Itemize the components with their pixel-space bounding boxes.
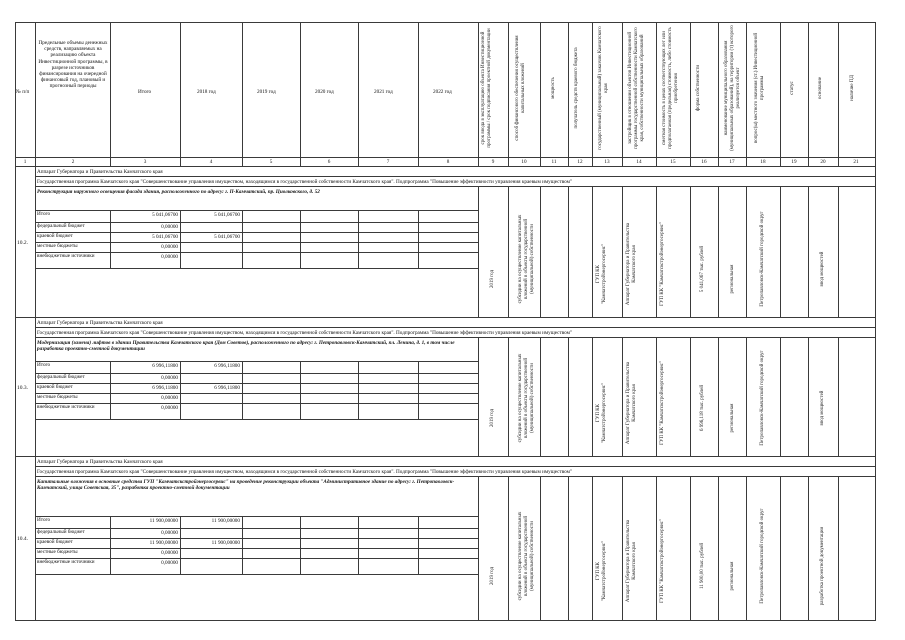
funding-label: местные бюджеты — [37, 394, 78, 400]
rule — [780, 476, 781, 620]
developer: ГУП КК "Камчатскстройэнергосервис" — [660, 361, 665, 445]
funding-total: 0,00000 — [161, 550, 178, 556]
funding-label: краевой бюджет — [37, 384, 73, 390]
rule — [808, 476, 809, 620]
col-number: 21 — [853, 159, 859, 165]
rule — [35, 186, 876, 187]
municipality: Петропавловск-Камчатский городской округ — [760, 350, 765, 446]
col-number: 10 — [521, 159, 527, 165]
rule — [656, 476, 657, 620]
section-customer: Аппарат Губернатора и Правительства Камчатского края — [37, 320, 163, 326]
header-recipient: получатель средств краевого бюджета — [574, 47, 579, 129]
rule — [35, 252, 478, 253]
rule — [35, 268, 478, 269]
rule — [780, 186, 781, 317]
row-number: 10.2. — [17, 239, 28, 246]
funding-total: 0,00000 — [161, 375, 178, 381]
rule — [838, 22, 839, 167]
col-number: 16 — [701, 159, 707, 165]
rule — [35, 337, 876, 338]
rule — [780, 22, 781, 167]
rule — [300, 361, 301, 419]
ownership-form: региональная — [730, 403, 735, 433]
rule — [718, 337, 719, 456]
rule — [35, 232, 478, 233]
rule — [718, 186, 719, 317]
funding-total: 0,00000 — [161, 244, 178, 250]
rule — [592, 476, 593, 620]
rule — [508, 476, 509, 620]
col-number: 14 — [636, 159, 642, 165]
rule — [690, 337, 691, 456]
rule — [508, 186, 509, 317]
rule — [592, 337, 593, 456]
rule — [780, 337, 781, 456]
funding-label: краевой бюджет — [37, 539, 73, 545]
funding-label: федеральный бюджет — [37, 374, 85, 380]
ownership-form: региональная — [730, 561, 735, 591]
rule — [35, 393, 478, 394]
rule — [35, 516, 478, 517]
rule — [180, 22, 181, 167]
estimate-cost: 6 996,118 тыс. рублей — [700, 385, 705, 432]
rule — [690, 22, 691, 167]
rule — [478, 186, 479, 317]
rule — [418, 22, 419, 167]
funding-label: Итого — [37, 517, 51, 523]
funding-label: Итого — [37, 211, 51, 217]
header-design-docs: наличие ПД — [850, 75, 855, 101]
header-commissioning: срок ввода в эксплуатацию объекта Инвестиционной программы / срок подписания проектной документации — [481, 28, 492, 148]
section-customer: Аппарат Губернатора и Правительства Камчатского края — [37, 459, 163, 465]
rule — [15, 22, 16, 621]
rule — [478, 337, 479, 456]
rule — [35, 222, 478, 223]
header-estimate: сметная стоимость в ценах соответствующих лет или предполагаемая (предельная) стоимость, либо стоимость приобретения — [662, 27, 679, 149]
section-program: Государственная программа Камчатского края "Совершенствование управления имуществом, находящимся в государственной собственности Камчатского края". Подпрограмма "Повышение эффективности управления краевым имуществом" — [37, 179, 573, 185]
funding-label: внебюджетные источники — [37, 253, 95, 259]
rule — [242, 22, 243, 167]
header-2021: 2021 год — [374, 89, 393, 95]
rule — [35, 22, 36, 621]
rule — [110, 516, 111, 574]
rule — [568, 186, 569, 317]
rule — [358, 361, 359, 419]
funding-label: внебюджетные источники — [37, 559, 95, 565]
rule — [35, 242, 478, 243]
rule — [508, 337, 509, 456]
rule — [358, 210, 359, 268]
rule — [35, 403, 478, 404]
developer: ГУП КК "Камчатскстройэнергосервис" — [660, 519, 665, 603]
rule — [540, 22, 541, 167]
finance-method: субсидии на осуществление капитальных вложений в объекты государственной (муниципальной) собственности — [518, 353, 535, 443]
rule — [180, 516, 181, 574]
header-limits: Предельные объемы денежных средств, направляемых на реализацию объекта Инвестиционной программы, в разрезе источников финансирования на очередной финансовый год, плановый и прогнозный периоды — [38, 40, 108, 90]
col-number: 17 — [729, 159, 735, 165]
row-number: 10.4. — [17, 536, 28, 542]
municipality: Петропавловск-Камчатский городской округ — [760, 508, 765, 604]
rule — [622, 186, 623, 317]
state-customer: Аппарат Губернатора и Правительства Камчатского края — [626, 361, 637, 445]
rule — [656, 337, 657, 456]
rule — [358, 516, 359, 574]
rule — [746, 476, 747, 620]
rule — [875, 22, 876, 621]
funding-total: 6 996,11800 — [152, 385, 178, 391]
funding-label: краевой бюджет — [37, 233, 73, 239]
recipient: ГУП КК "Камчатстройэнергосервис" — [596, 382, 607, 444]
funding-total: 11 900,00000 — [149, 540, 178, 546]
header-2022: 2022 год — [433, 89, 452, 95]
section-program: Государственная программа Камчатского края "Совершенствование управления имуществом, находящимся в государственной собственности Камчатского края". Подпрограмма "Повышение эффективности управления краевым имуществом" — [37, 469, 573, 475]
recipient: ГУП КК "Камчатстройэнергосервис" — [596, 243, 607, 305]
rule — [622, 22, 623, 167]
header-municipality: наименование муниципального образования (муниципальных образований), на территории (т) которого реализуется объект — [724, 25, 741, 151]
rule — [746, 22, 747, 167]
rule — [838, 337, 839, 456]
funding-label: Итого — [37, 362, 51, 368]
rule — [35, 361, 478, 362]
rule — [418, 210, 419, 268]
rule — [592, 186, 593, 317]
rule — [478, 476, 479, 620]
header-finance-method: способ финансового обеспечения осуществления капитальных вложений — [515, 35, 526, 141]
funding-total: 6 996,11800 — [152, 363, 178, 369]
rule — [15, 456, 876, 457]
developer: ГУП КК "Камчатскстройэнергосервис" — [660, 222, 665, 306]
rule — [718, 476, 719, 620]
rule — [718, 22, 719, 167]
rule — [35, 538, 478, 539]
header-status: статус — [790, 81, 795, 95]
header-developer: застройщик в отношении объектов Инвестиционной программы государственной собственности Камчатского края, собственности муниципальных образований — [628, 27, 645, 149]
object-name: Капитальные вложения в основные средства ГУП "Камчатскстройэнергосервис" на проведение реконструкции объекта "Административное здание по адресу: г. Петропавловск-Камчатский, улица Советская, 35", разработка проектно-сметной документации — [37, 479, 455, 491]
col-number: 9 — [491, 159, 495, 165]
status: разработка проектной документации — [820, 526, 825, 606]
rule — [540, 186, 541, 317]
rule — [808, 22, 809, 167]
estimate-cost: 11 900,00 тыс. рублей — [700, 543, 705, 590]
rule — [35, 419, 478, 420]
rule — [110, 22, 111, 167]
funding-2018: 6 996,11800 — [214, 363, 240, 369]
header-basis: основание — [818, 76, 823, 100]
section-program: Государственная программа Камчатского края "Совершенствование управления имуществом, находящимся в государственной собственности Камчатского края". Подпрограмма "Повышение эффективности управления краевым имуществом" — [37, 330, 573, 336]
rule — [35, 176, 876, 177]
funding-label: местные бюджеты — [37, 549, 78, 555]
header-capacity: мощность — [551, 77, 556, 99]
rule — [35, 383, 478, 384]
header-total: Итого — [138, 89, 152, 95]
rule — [242, 516, 243, 574]
funding-2018: 6 996,11800 — [214, 385, 240, 391]
funding-2018: 11 900,00000 — [211, 540, 240, 546]
rule — [300, 516, 301, 574]
funding-total: 11 900,00000 — [149, 518, 178, 524]
state-customer: Аппарат Губернатора и Правительства Камчатского края — [626, 519, 637, 603]
commissioning-year: 2019 год — [490, 408, 495, 428]
col-number: 8 — [446, 159, 450, 165]
estimate-cost: 5 041,067 тыс. рублей — [700, 245, 705, 293]
rule — [568, 337, 569, 456]
status: ввод мощностей — [820, 251, 825, 287]
header-state-customer: государственный (муниципальный) заказчик Камчатского края — [598, 26, 609, 150]
rule — [838, 186, 839, 317]
rule — [15, 317, 876, 318]
commissioning-year: 2019 год — [490, 269, 495, 289]
col-number: 12 — [577, 159, 583, 165]
funding-label: местные бюджеты — [37, 243, 78, 249]
header-2020: 2020 год — [315, 89, 334, 95]
rule — [540, 337, 541, 456]
rule — [568, 22, 569, 167]
rule — [35, 373, 478, 374]
col-number: 1 — [23, 159, 27, 165]
rule — [478, 22, 479, 167]
commissioning-year: 2019 год — [490, 566, 495, 586]
rule — [540, 476, 541, 620]
rule — [690, 476, 691, 620]
finance-method: субсидии на осуществление капитальных вложений в объекты государственной (муниципальной) собственности — [518, 214, 535, 304]
rule — [568, 476, 569, 620]
rule — [656, 22, 657, 167]
rule — [358, 22, 359, 167]
rule — [746, 186, 747, 317]
funding-total: 5 041,06700 — [152, 212, 178, 218]
col-number: 19 — [791, 159, 797, 165]
funding-2018: 11 900,00000 — [211, 518, 240, 524]
rule — [746, 337, 747, 456]
recipient: ГУП КК "Камчатстройэнергосервис" — [596, 540, 607, 602]
rule — [35, 528, 478, 529]
rule — [180, 361, 181, 419]
rule — [808, 337, 809, 456]
rule — [180, 210, 181, 268]
funding-total: 0,00000 — [161, 224, 178, 230]
rule — [35, 466, 876, 467]
rule — [242, 210, 243, 268]
ownership-form: региональная — [730, 264, 735, 294]
rule — [690, 186, 691, 317]
rule — [110, 210, 111, 268]
funding-label: федеральный бюджет — [37, 223, 85, 229]
col-number: 3 — [143, 159, 147, 165]
col-number: 6 — [327, 159, 331, 165]
rule — [242, 361, 243, 419]
rule — [418, 361, 419, 419]
rule — [656, 186, 657, 317]
municipality: Петропавловск-Камчатский городской округ — [760, 211, 765, 307]
col-number: 4 — [209, 159, 213, 165]
col-number: 18 — [760, 159, 766, 165]
rule — [418, 516, 419, 574]
section-customer: Аппарат Губернатора и Правительства Камчатского края — [37, 169, 163, 175]
rule — [808, 186, 809, 317]
state-customer: Аппарат Губернатора и Правительства Камчатского края — [626, 222, 637, 306]
funding-total: 0,00000 — [161, 530, 178, 536]
col-number: 20 — [820, 159, 826, 165]
col-number: 15 — [670, 159, 676, 165]
col-number: 7 — [386, 159, 390, 165]
col-number: 5 — [269, 159, 273, 165]
rule — [35, 574, 478, 575]
header-2018: 2018 год — [197, 89, 216, 95]
finance-method: субсидии на осуществление капитальных вложений в объекты государственной (муниципальной) собственности — [518, 511, 535, 601]
funding-total: 0,00000 — [161, 395, 178, 401]
object-name: Реконструкция наружного освещения фасада здания, расположенного по адресу: г. П-Камчатский, пр. Циолковского, д. 52 — [37, 189, 320, 195]
funding-label: федеральный бюджет — [37, 529, 85, 535]
rule — [838, 476, 839, 620]
rule — [300, 22, 301, 167]
col-number: 11 — [551, 159, 557, 165]
header-ownership: форма собственности — [696, 64, 701, 112]
funding-total: 0,00000 — [161, 560, 178, 566]
rule — [35, 558, 478, 559]
rule — [35, 548, 478, 549]
rule — [15, 620, 876, 621]
rule — [622, 476, 623, 620]
rule — [35, 327, 876, 328]
rule — [592, 22, 593, 167]
rule — [508, 22, 509, 167]
object-name: Модернизация (замена) лифтов в здании Правительства Камчатского края (Дом Советов), расположенного по адресу: г. Петропавловск-Камчатский, пл. Ленина, д. 1, в том числе разработка проектно-сметной документации — [37, 340, 455, 352]
rule — [110, 361, 111, 419]
funding-label: внебюджетные источники — [37, 404, 95, 410]
rule — [35, 210, 478, 211]
rule — [622, 337, 623, 456]
rule — [35, 476, 876, 477]
funding-total: 0,00000 — [161, 405, 178, 411]
col-number: 2 — [71, 159, 75, 165]
funding-2018: 5 041,06700 — [214, 234, 240, 240]
funding-total: 0,00000 — [161, 254, 178, 260]
status: ввод мощностей — [820, 390, 825, 426]
header-2019: 2019 год — [257, 89, 276, 95]
row-number: 10.3. — [17, 384, 28, 391]
col-number: 13 — [604, 159, 610, 165]
funding-2018: 5 041,06700 — [214, 212, 240, 218]
header-local-issue: вопрос(ы) местного значения (ст.) Инвестиционной программы — [754, 32, 765, 144]
header-row-no: № п/п — [16, 89, 30, 95]
funding-total: 5 041,06700 — [152, 234, 178, 240]
rule — [300, 210, 301, 268]
